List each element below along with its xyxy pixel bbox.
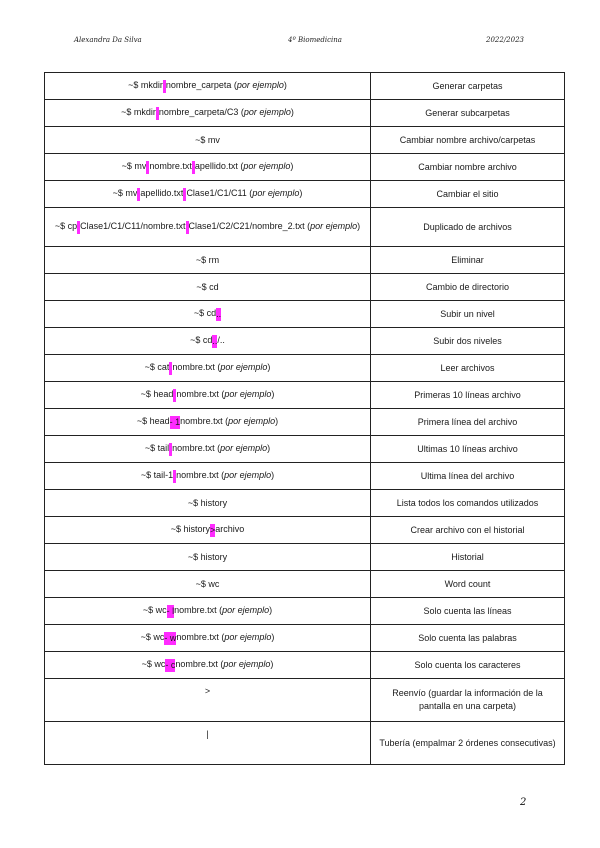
command-text: nombre.txt (: [172, 443, 221, 454]
command-text: ~$ wc: [142, 605, 167, 616]
command-text: Clase1/C1/C11/nombre.txt: [80, 221, 186, 232]
table-row: [45, 625, 565, 652]
command-text: ~$ mkdir: [121, 107, 156, 118]
command-text: ): [290, 107, 294, 118]
description-cell: Generar subcarpetas: [371, 100, 565, 127]
table-row: [45, 679, 565, 722]
author-name: Alexandra Da Silva: [74, 36, 142, 44]
table-row: [45, 436, 565, 463]
description-cell: Reenvío (guardar la información de la pantalla en una carpeta): [371, 679, 565, 722]
example-note: por ejemplo: [228, 416, 276, 427]
command-cell: [45, 571, 371, 598]
command-text: Clase1/C2/C21/nombre_2.txt (: [188, 221, 311, 232]
command-text: ~$ history: [187, 551, 228, 562]
table-row: [45, 382, 565, 409]
example-note: por ejemplo: [220, 443, 268, 454]
command-text: nombre.txt (: [180, 416, 229, 427]
command-text: ~$ cd: [193, 308, 217, 319]
command-cell: [45, 208, 371, 247]
command-text: ): [269, 605, 273, 616]
command-cell: [45, 382, 371, 409]
command-text: nombre.txt: [149, 161, 192, 172]
table-row: [45, 328, 565, 355]
example-note: por ejemplo: [243, 107, 291, 118]
description-cell: Solo cuenta las líneas: [371, 598, 565, 625]
command-cell: [45, 679, 371, 722]
command-text: ~$ wc: [141, 659, 166, 670]
table-row: [45, 73, 565, 100]
table-row: [45, 722, 565, 765]
description-cell: Solo cuenta los caracteres: [371, 652, 565, 679]
command-text: nombre.txt (: [174, 605, 223, 616]
command-text: archivo: [215, 524, 245, 535]
highlight-mark: - l: [166, 605, 175, 616]
highlight-mark: ..: [212, 335, 218, 346]
command-text: nombre.txt (: [176, 632, 225, 643]
table-row: [45, 100, 565, 127]
command-text: ): [271, 632, 275, 643]
example-note: por ejemplo: [222, 605, 270, 616]
description-cell: Ultimas 10 líneas archivo: [371, 436, 565, 463]
description-cell: Solo cuenta las palabras: [371, 625, 565, 652]
command-cell: [45, 301, 371, 328]
command-text: apellido.txt (: [194, 161, 244, 172]
description-cell: Word count: [371, 571, 565, 598]
command-text: ~$ mv: [112, 188, 138, 199]
description-cell: Subir un nivel: [371, 301, 565, 328]
example-note: por ejemplo: [236, 80, 284, 91]
highlight-mark: ..: [216, 308, 222, 319]
command-text: ~$ cd: [196, 281, 219, 292]
example-note: por ejemplo: [224, 632, 272, 643]
description-cell: Lista todos los comandos utilizados: [371, 490, 565, 517]
command-text: ~$ head: [136, 416, 170, 427]
command-text: ~$ tail: [144, 443, 170, 454]
command-text: ): [283, 80, 287, 91]
command-text: nombre_carpeta/C3 (: [158, 107, 244, 118]
linux-commands-table: [44, 72, 565, 765]
example-note: por ejemplo: [243, 161, 291, 172]
command-text: ): [357, 221, 361, 232]
highlight-mark: - w: [164, 632, 177, 643]
table-row: [45, 301, 565, 328]
command-text: >: [204, 686, 211, 696]
description-cell: Primera línea del archivo: [371, 409, 565, 436]
table-row: [45, 355, 565, 382]
highlight-mark: >: [210, 524, 216, 535]
command-text: ~$ history: [170, 524, 210, 535]
command-cell: [45, 409, 371, 436]
example-note: por ejemplo: [220, 362, 268, 373]
description-cell: Generar carpetas: [371, 73, 565, 100]
table-row: [45, 544, 565, 571]
description-cell: Primeras 10 líneas archivo: [371, 382, 565, 409]
table-row: [45, 154, 565, 181]
description-cell: Tubería (empalmar 2 órdenes consecutivas): [371, 722, 565, 765]
command-text: ): [271, 389, 275, 400]
table-row: [45, 409, 565, 436]
description-cell: Crear archivo con el historial: [371, 517, 565, 544]
table-row: [45, 127, 565, 154]
command-text: ~$ head: [140, 389, 174, 400]
command-cell: [45, 355, 371, 382]
description-cell: Cambiar el sitio: [371, 181, 565, 208]
example-note: por ejemplo: [252, 188, 300, 199]
table-row: [45, 181, 565, 208]
table-row: [45, 490, 565, 517]
command-text: |: [206, 729, 209, 739]
command-cell: [45, 73, 371, 100]
command-text: ~$ wc: [140, 632, 165, 643]
command-text: nombre.txt (: [176, 389, 225, 400]
page-header: [74, 36, 526, 50]
command-cell: [45, 274, 371, 301]
example-note: por ejemplo: [310, 221, 358, 232]
course-name: 4º Biomedicina: [288, 36, 342, 44]
description-cell: Subir dos niveles: [371, 328, 565, 355]
command-cell: [45, 598, 371, 625]
command-cell: [45, 181, 371, 208]
example-note: por ejemplo: [224, 470, 272, 481]
command-cell: [45, 490, 371, 517]
command-text: nombre_carpeta (: [165, 80, 237, 91]
command-text: nombre.txt (: [176, 470, 225, 481]
command-text: /..: [217, 335, 225, 346]
description-cell: Cambiar nombre archivo: [371, 154, 565, 181]
command-cell: [45, 100, 371, 127]
command-text: ): [267, 362, 271, 373]
command-text: ~$ rm: [195, 254, 220, 265]
page-number: 2: [520, 797, 527, 808]
description-cell: Cambio de directorio: [371, 274, 565, 301]
description-cell: Leer archivos: [371, 355, 565, 382]
description-cell: Duplicado de archivos: [371, 208, 565, 247]
command-text: ~$ cp: [54, 221, 78, 232]
command-text: ~$ cd: [190, 335, 213, 346]
command-text: ): [270, 659, 274, 670]
command-text: ~$ mv: [195, 134, 220, 145]
command-text: nombre.txt (: [172, 362, 221, 373]
command-text: ~$ mkdir: [128, 80, 163, 91]
table-row: [45, 463, 565, 490]
table-row: [45, 208, 565, 247]
command-text: Clase1/C1/C11 (: [186, 188, 253, 199]
command-cell: [45, 463, 371, 490]
description-cell: Historial: [371, 544, 565, 571]
table-row: [45, 247, 565, 274]
command-text: ~$ mv: [121, 161, 147, 172]
command-text: ): [271, 470, 275, 481]
command-text: ~$ cat: [144, 362, 170, 373]
command-cell: [45, 436, 371, 463]
description-cell: Ultima línea del archivo: [371, 463, 565, 490]
command-cell: [45, 127, 371, 154]
command-cell: [45, 544, 371, 571]
command-text: ): [299, 188, 303, 199]
command-text: apellido.txt: [140, 188, 184, 199]
table-row: [45, 598, 565, 625]
command-text: ~$ wc: [195, 578, 220, 589]
command-text: ~$ tail-1: [140, 470, 174, 481]
command-cell: [45, 625, 371, 652]
table-row: [45, 274, 565, 301]
example-note: por ejemplo: [224, 389, 272, 400]
table-row: [45, 652, 565, 679]
academic-year: 2022/2023: [486, 36, 524, 44]
description-cell: Eliminar: [371, 247, 565, 274]
command-text: nombre.txt (: [175, 659, 224, 670]
table-body: [45, 73, 565, 765]
description-cell: Cambiar nombre archivo/carpetas: [371, 127, 565, 154]
example-note: por ejemplo: [223, 659, 271, 670]
highlight-mark: - c: [165, 659, 176, 670]
command-text: ): [267, 443, 271, 454]
command-cell: [45, 517, 371, 544]
command-text: ): [275, 416, 279, 427]
command-cell: [45, 652, 371, 679]
command-cell: [45, 154, 371, 181]
table-row: [45, 571, 565, 598]
command-cell: [45, 247, 371, 274]
command-cell: [45, 328, 371, 355]
command-cell: [45, 722, 371, 765]
table-row: [45, 517, 565, 544]
command-text: ): [290, 161, 294, 172]
highlight-mark: - 1: [169, 416, 181, 427]
command-text: ~$ history: [187, 497, 228, 508]
